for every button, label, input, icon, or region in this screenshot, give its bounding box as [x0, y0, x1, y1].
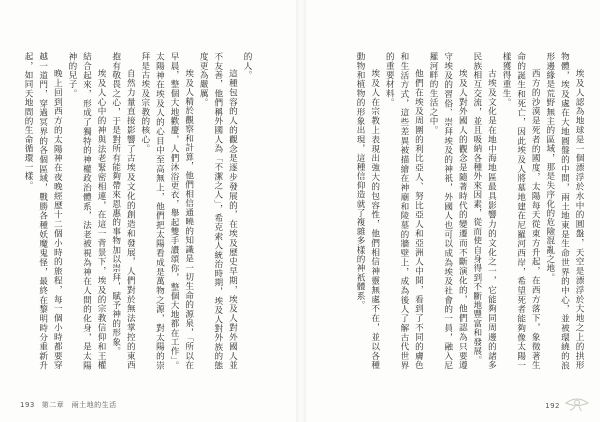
right-page-body [328, 52, 586, 370]
paragraph: 西方的沙漠是死者的國度，太陽每天從東方升起，在西方落下，象徵著生命的誕生和死亡，因此埃及人將墓地建在尼羅河西岸，希望死者能夠像太陽一樣獲得重生。 [501, 52, 541, 370]
paragraph: 埃及人對外國人的觀念是隨著時代的變遷而不斷演化的，他們認為只要遵守埃及的習俗、崇拜埃及的神祇，外國人也可以成為埃及社會的一員，融入尼羅河畔的生活之中。 [428, 52, 468, 370]
running-header: 第二章 兩土地的生活 [41, 401, 117, 409]
left-folio [20, 400, 117, 410]
paragraph: 埃及人認為地球是一個漂浮於水中的圓盤，天空是漂浮於大地之上的拱形物體，埃及處在大地圓盤的中間，兩土地東是生命世界的中心，並被環繞的浪形邊緣是荒野無主的區域，那是失序化的危險混亂之地。 [544, 52, 584, 370]
eye-of-horus-icon [564, 396, 590, 412]
paragraph: 他們在埃及周圍的利比亞人、努比亞人和亞洲人中間，看到了不同的膚色和生活方式，這些差異被描繪在神廟和陵墓的牆壁上，成為後人了解古代世界的重要材料。 [384, 52, 424, 370]
paragraph: 晚上回到西方的太陽神在夜晚經歷十二個小時的旅程，每一個小時都要穿越一道門，穿過冥界的各個區域，戰勝各種妖魔鬼怪，最終在黎明時分重新升起，如同天地間的生命循環一樣。 [23, 52, 63, 370]
paragraph: 古埃及文化是在地中海地區最具影響力的文化之一，它能夠同周邊的諸多民族相互交流，並且吸納各種外來因素，從而使自身得到不斷地豐富和發展。 [471, 52, 497, 370]
paragraph: 埃及人精於觀察和計算，他們相信通曉的知識是一切生命的源泉，「所以在早晨，整個大地歡慶，人們沐浴更衣，舉起雙手讚頌你，整個大地都在工作」。太陽神在埃及人的心目中至高無上，他們把太陽看成是萬物之源，對太陽的崇拜是古埃及宗教的核心。 [139, 52, 194, 370]
page-number: 193 [20, 401, 35, 409]
page-number: 192 [545, 402, 560, 410]
paragraph: 的人。 [242, 52, 252, 80]
book-gutter [296, 0, 306, 422]
right-folio [545, 402, 560, 410]
paragraph: 埃及人心中的神與法老緊密相連，在這一背景下，埃及的宗教信仰和王權結合起來，形成了獨特的神權政治體系，法老被視為神在人間的化身，是太陽神的兒子。 [66, 52, 107, 370]
left-page-body [22, 52, 254, 370]
left-page [0, 0, 296, 422]
paragraph: 自然力量直接影響了古埃及文化的創造和發展，人們對於無法掌控的東西抱有敬畏之心，于是對所有能夠帶來恩惠的事物加以崇拜，賦予神的形象。 [110, 52, 136, 370]
right-page [306, 0, 600, 422]
paragraph: 這種包容的人的觀念是逐步發展的，在埃及歷史早期，埃及人對外國人並不友善，他們稱外國人為「不潔之人」，希克索人統治時期，埃及人對外族的態度更為嚴厲。 [198, 52, 238, 370]
paragraph: 埃及人在宗教上表現出強大的包容性，他們相信神靈無處不在，並以各種動物和植物的形象出現，這種信仰造就了複雜多樣的神祇體系。 [355, 52, 380, 370]
